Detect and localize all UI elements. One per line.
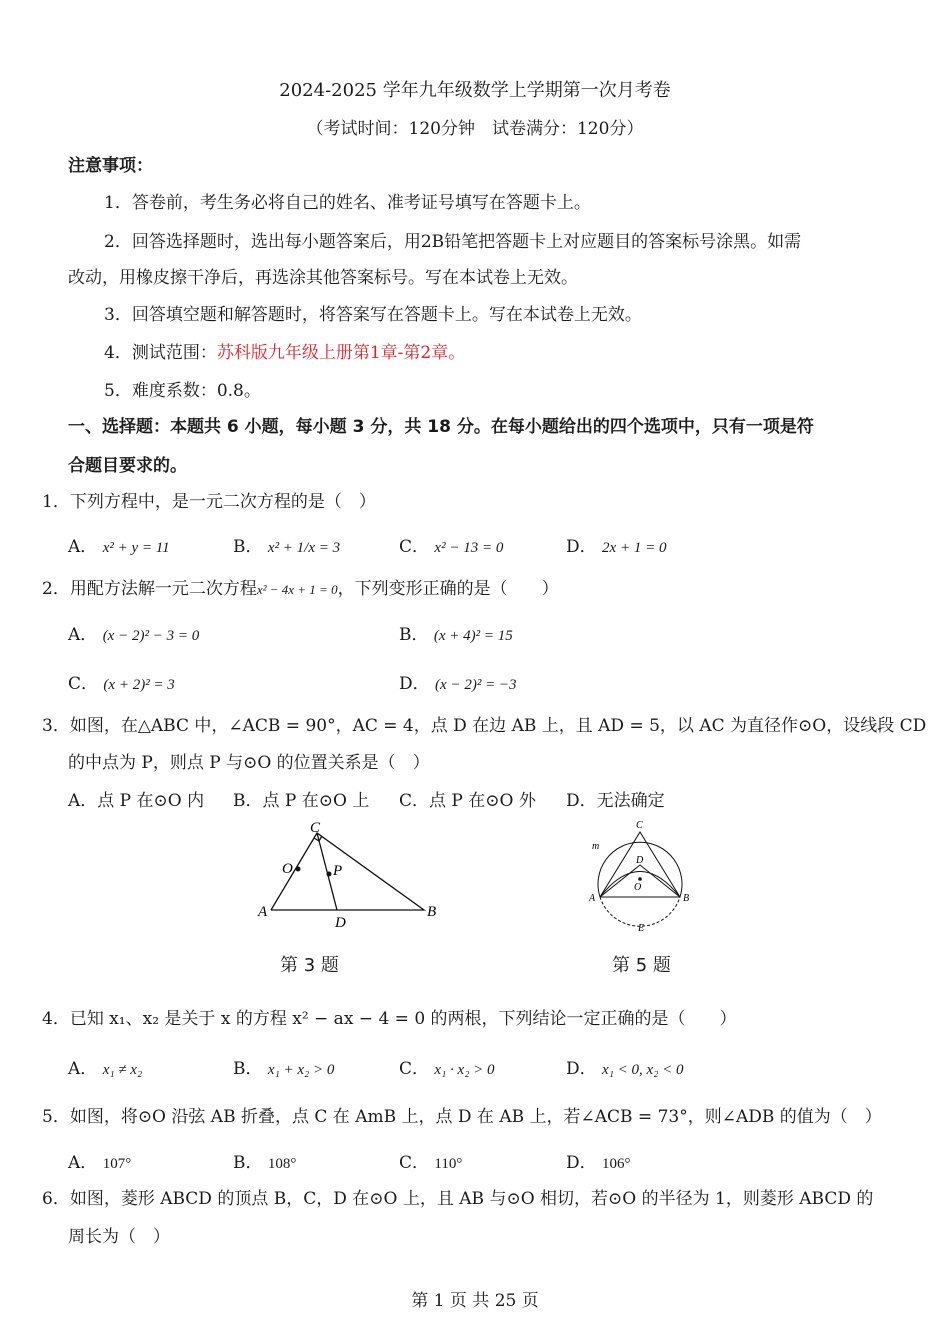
q5-option-d: D． 106° (566, 1153, 631, 1173)
q6-stem-line1: 6．如图，菱形 ABCD 的顶点 B，C，D 在⊙O 上，且 AB 与⊙O 相切，若⊙O 的半径为 1，则菱形 ABCD 的 (42, 1189, 874, 1209)
exam-title: 2024-2025 学年九年级数学上学期第一次月考卷 (279, 80, 671, 101)
q5-option-c: C． 110° (399, 1153, 463, 1173)
notice-item-5: 5．难度系数：0.8。 (104, 381, 261, 401)
notice-item-4-prefix: 4．测试范围： (104, 343, 217, 363)
notice-item-1: 1．答卷前，考生务必将自己的姓名、准考证号填写在答题卡上。 (104, 193, 591, 213)
notice-item-4 (104, 338, 465, 363)
q3-option-c: C．点 P 在⊙O 外 (399, 791, 536, 811)
q4-option-c: C． x₁ · x₂ > 0 (399, 1059, 495, 1079)
figure-q3-caption: 第 3 题 (280, 955, 339, 976)
q4-option-d: D． x₁ < 0, x₂ < 0 (566, 1059, 684, 1079)
q1-option-b: B． x² + 1/x = 3 (233, 537, 341, 557)
figure-q3-triangle (250, 820, 450, 935)
q4-option-b: B． x₁ + x₂ > 0 (233, 1059, 335, 1079)
q1-option-c: C． x² − 13 = 0 (399, 537, 504, 557)
q2-option-b: B． (x + 4)² = 15 (399, 625, 513, 645)
exam-subtitle: （考试时间：120分钟 试卷满分：120分） (306, 119, 644, 139)
label-b: B (427, 904, 437, 920)
q5-option-b: B． 108° (233, 1153, 297, 1173)
page-number: 第 1 页 共 25 页 (411, 1291, 539, 1311)
label-c: C (310, 820, 321, 836)
svg-text:m: m (592, 841, 600, 852)
q2-option-a: A． (x − 2)² − 3 = 0 (68, 625, 200, 645)
point-p (327, 872, 332, 877)
notice-heading: 注意事项： (68, 156, 153, 176)
label-o: O (282, 861, 293, 877)
notice-item-2: 2．回答选择题时，选出每小题答案后，用2B铅笔把答题卡上对应题目的答案标号涂黑。如需 (104, 232, 802, 252)
svg-text:C: C (636, 820, 643, 831)
q3-stem-line1: 3．如图，在△ABC 中，∠ACB = 90°，AC = 4，点 D 在边 AB 上，且 AD = 5，以 AC 为直径作⊙O，设线段 CD (42, 716, 927, 736)
svg-text:B: B (683, 893, 690, 904)
q2-stem: 2．用配方法解一元二次方程x² − 4x + 1 = 0，下列变形正确的是（ ） (42, 579, 559, 599)
figure-q5-circle (585, 818, 700, 933)
label-a: A (258, 904, 268, 920)
q2-option-c: C． (x + 2)² = 3 (68, 674, 175, 694)
q3-stem-line2: 的中点为 P，则点 P 与⊙O 的位置关系是（ ） (68, 753, 430, 773)
point-o (296, 867, 301, 872)
q3-option-d: D．无法确定 (566, 791, 665, 811)
q1-stem: 1．下列方程中，是一元二次方程的是（ ） (42, 492, 376, 512)
q6-stem-line2: 周长为（ ） (68, 1227, 170, 1247)
test-scope-highlight: 苏科版九年级上册第1章-第2章。 (216, 343, 466, 363)
figure-q5-caption: 第 5 题 (612, 955, 671, 976)
q3-option-b: B．点 P 在⊙O 上 (233, 791, 370, 811)
notice-item-2-cont: 改动，用橡皮擦干净后，再选涂其他答案标号。写在本试卷上无效。 (68, 268, 578, 288)
q4-option-a: A． x₁ ≠ x₂ (68, 1059, 143, 1079)
svg-text:D: D (636, 855, 644, 866)
q1-option-d: D． 2x + 1 = 0 (566, 537, 667, 557)
section1-heading-line1: 一、选择题：本题共 6 小题，每小题 3 分，共 18 分。在每小题给出的四个选项中，只有一项是符 (68, 417, 814, 437)
q5-option-a: A． 107° (68, 1153, 132, 1173)
svg-text:O: O (634, 882, 642, 893)
svg-text:E: E (638, 923, 645, 933)
section1-heading-line2: 合题目要求的。 (68, 456, 187, 476)
q4-stem: 4．已知 x₁、x₂ 是关于 x 的方程 x² − ax − 4 = 0 的两根，下列结论一定正确的是（ ） (42, 1009, 737, 1029)
q3-option-a: A．点 P 在⊙O 内 (68, 791, 205, 811)
notice-item-3: 3．回答填空题和解答题时，将答案写在答题卡上。写在本试卷上无效。 (104, 305, 642, 325)
label-p: P (333, 863, 343, 879)
label-d: D (335, 915, 346, 931)
q1-option-a: A． x² + y = 11 (68, 537, 170, 557)
q5-stem: 5．如图，将⊙O 沿弦 AB 折叠，点 C 在 AmB 上，点 D 在 AB 上，若∠ACB = 73°，则∠ADB 的值为（ ） (42, 1107, 882, 1127)
q2-option-d: D． (x − 2)² = −3 (399, 674, 517, 694)
svg-text:A: A (589, 893, 596, 904)
